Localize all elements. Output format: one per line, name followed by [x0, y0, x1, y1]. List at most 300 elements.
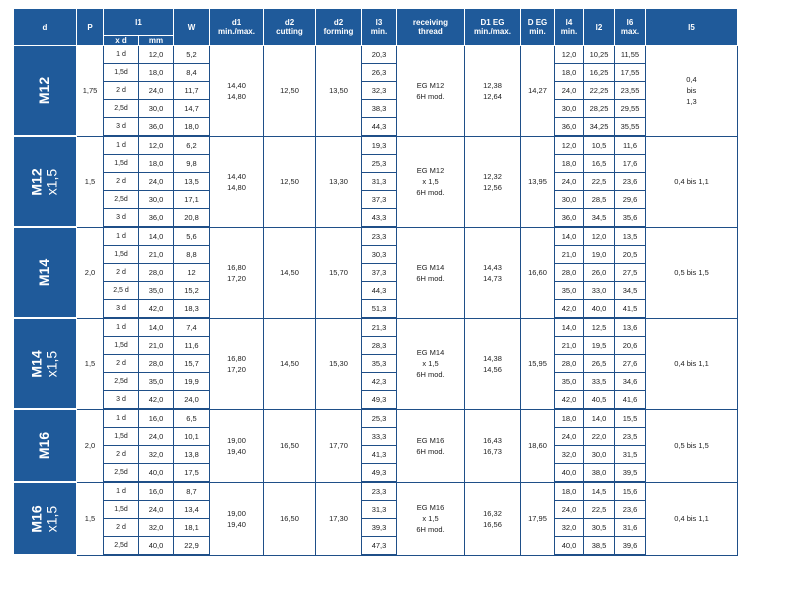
l4-cell: 18,0	[555, 155, 584, 173]
l1-mm-cell: 40,0	[139, 537, 174, 556]
header-d-eg: D EG min.	[521, 9, 555, 46]
w-cell: 9,8	[174, 155, 210, 173]
table-row	[14, 300, 738, 319]
cell-line: 19,40	[227, 519, 246, 529]
l2-cell: 33,5	[584, 373, 615, 391]
d1-cell	[210, 409, 264, 482]
l3-cell: 31,3	[362, 501, 397, 519]
cell-line: 12,32	[483, 171, 502, 181]
l2-cell: 22,0	[584, 428, 615, 446]
w-cell: 24,0	[174, 391, 210, 410]
d2-forming-cell: 13,30	[316, 136, 362, 227]
d-eg-cell: 15,95	[521, 318, 555, 409]
l1-xd-cell: 1 d	[104, 227, 139, 246]
l4-cell: 32,0	[555, 446, 584, 464]
l2-cell: 38,0	[584, 464, 615, 483]
table-row	[14, 64, 738, 82]
l6-cell: 23,6	[615, 173, 646, 191]
l6-cell: 34,6	[615, 373, 646, 391]
l1-xd-cell: 2 d	[104, 82, 139, 100]
l1-xd-cell: 1 d	[104, 482, 139, 501]
l2-cell: 28,5	[584, 191, 615, 209]
l3-cell: 51,3	[362, 300, 397, 319]
l2-cell: 14,0	[584, 409, 615, 428]
w-cell: 12	[174, 264, 210, 282]
l6-cell: 17,6	[615, 155, 646, 173]
l6-cell: 20,6	[615, 337, 646, 355]
thread-size-part: x1,5	[43, 505, 60, 532]
l2-cell: 22,25	[584, 82, 615, 100]
l6-cell: 23,55	[615, 82, 646, 100]
l6-cell: 15,6	[615, 482, 646, 501]
data-sheet	[13, 8, 738, 556]
d1-eg-cell	[465, 227, 521, 318]
thread-size-cell	[14, 136, 77, 227]
l6-cell: 41,6	[615, 391, 646, 410]
cell-line: 0,4 bis 1,1	[674, 359, 709, 368]
l6-cell: 34,5	[615, 282, 646, 300]
w-cell: 8,8	[174, 246, 210, 264]
d2-cutting-cell: 14,50	[264, 318, 316, 409]
l1-xd-cell: 2,5d	[104, 191, 139, 209]
l4-cell: 42,0	[555, 300, 584, 319]
w-cell: 13,4	[174, 501, 210, 519]
d-eg-cell: 17,95	[521, 482, 555, 555]
table-row	[14, 537, 738, 556]
w-cell: 14,7	[174, 100, 210, 118]
receiving-thread-cell	[397, 409, 465, 482]
receiving-thread-cell	[397, 46, 465, 137]
cell-line: 14,56	[483, 364, 502, 374]
d2-forming-cell: 15,30	[316, 318, 362, 409]
l1-xd-cell: 2,5d	[104, 100, 139, 118]
cell-line: 12,38	[483, 80, 502, 90]
l4-cell: 42,0	[555, 391, 584, 410]
d2-forming-cell: 17,70	[316, 409, 362, 482]
thread-size-part: x1,5	[43, 350, 60, 377]
w-cell: 15,7	[174, 355, 210, 373]
w-cell: 6,2	[174, 136, 210, 155]
table-row	[14, 209, 738, 228]
pitch-cell: 2,0	[77, 227, 104, 318]
l2-cell: 26,0	[584, 264, 615, 282]
cell-line: 0,4	[686, 75, 697, 85]
l6-cell: 20,5	[615, 246, 646, 264]
cell-line: 12,64	[483, 91, 502, 101]
pitch-cell: 2,0	[77, 409, 104, 482]
l2-cell: 16,25	[584, 64, 615, 82]
w-cell: 20,8	[174, 209, 210, 228]
l2-cell: 12,5	[584, 318, 615, 337]
l3-cell: 47,3	[362, 537, 397, 556]
cell-line: 16,32	[483, 508, 502, 518]
table-row	[14, 428, 738, 446]
l1-xd-cell: 1,5d	[104, 155, 139, 173]
l2-cell: 14,5	[584, 482, 615, 501]
d2-cutting-cell: 12,50	[264, 136, 316, 227]
w-cell: 18,1	[174, 519, 210, 537]
header-d1: d1 min./max.	[210, 9, 264, 46]
l2-cell: 34,5	[584, 209, 615, 228]
l6-cell: 23,6	[615, 501, 646, 519]
l1-mm-cell: 32,0	[139, 519, 174, 537]
header-w: W	[174, 9, 210, 46]
thread-spec-table	[13, 8, 738, 556]
w-cell: 18,0	[174, 118, 210, 137]
header-l6: l6 max.	[615, 9, 646, 46]
l1-mm-cell: 42,0	[139, 300, 174, 319]
l4-cell: 21,0	[555, 246, 584, 264]
l6-cell: 23,5	[615, 428, 646, 446]
cell-line: 16,43	[483, 435, 502, 445]
cell-line: 14,40	[227, 80, 246, 90]
l5-cell	[646, 482, 738, 555]
cell-line: EG M14	[416, 348, 445, 357]
l1-xd-cell: 2 d	[104, 446, 139, 464]
d-eg-cell: 18,60	[521, 409, 555, 482]
cell-line: 6H mod.	[416, 273, 445, 283]
header-p: P	[77, 9, 104, 46]
cell-line: 16,80	[227, 262, 246, 272]
w-cell: 13,8	[174, 446, 210, 464]
l6-cell: 27,6	[615, 355, 646, 373]
table-row	[14, 282, 738, 300]
l1-xd-cell: 2,5 d	[104, 282, 139, 300]
cell-line: 6H mod.	[416, 446, 445, 456]
l6-cell: 39,6	[615, 537, 646, 556]
l1-mm-cell: 18,0	[139, 155, 174, 173]
l1-xd-cell: 2,5d	[104, 537, 139, 556]
l2-cell: 40,0	[584, 300, 615, 319]
pitch-cell: 1,5	[77, 318, 104, 409]
table-row	[14, 464, 738, 483]
l4-cell: 35,0	[555, 373, 584, 391]
l2-cell: 19,0	[584, 246, 615, 264]
header-l5: l5	[646, 9, 738, 46]
thread-size-cell	[14, 482, 77, 555]
d2-cutting-cell: 14,50	[264, 227, 316, 318]
l1-mm-cell: 24,0	[139, 501, 174, 519]
cell-line: 17,20	[227, 364, 246, 374]
l5-cell	[646, 227, 738, 318]
l6-cell: 29,6	[615, 191, 646, 209]
w-cell: 7,4	[174, 318, 210, 337]
l4-cell: 24,0	[555, 82, 584, 100]
w-cell: 19,9	[174, 373, 210, 391]
w-cell: 13,5	[174, 173, 210, 191]
l1-mm-cell: 14,0	[139, 318, 174, 337]
l1-xd-cell: 1,5d	[104, 501, 139, 519]
l1-mm-cell: 42,0	[139, 391, 174, 410]
table-row	[14, 318, 738, 337]
d2-cutting-cell: 16,50	[264, 409, 316, 482]
l6-cell: 11,6	[615, 136, 646, 155]
l3-cell: 39,3	[362, 519, 397, 537]
l3-cell: 21,3	[362, 318, 397, 337]
header-l4: l4 min.	[555, 9, 584, 46]
l1-xd-cell: 2,5d	[104, 373, 139, 391]
receiving-thread-cell	[397, 482, 465, 555]
d1-eg-cell	[465, 318, 521, 409]
cell-line: 16,56	[483, 519, 502, 529]
header-l1-mm: mm	[139, 36, 174, 46]
l2-cell: 19,5	[584, 337, 615, 355]
thread-size-part: M12	[28, 167, 45, 196]
l3-cell: 42,3	[362, 373, 397, 391]
l4-cell: 18,0	[555, 482, 584, 501]
l4-cell: 14,0	[555, 227, 584, 246]
table-row	[14, 519, 738, 537]
l1-xd-cell: 1 d	[104, 136, 139, 155]
l6-cell: 35,55	[615, 118, 646, 137]
table-row	[14, 482, 738, 501]
table-row	[14, 191, 738, 209]
w-cell: 5,6	[174, 227, 210, 246]
cell-line: x 1,5	[422, 359, 439, 368]
l1-mm-cell: 35,0	[139, 282, 174, 300]
l4-cell: 24,0	[555, 173, 584, 191]
l2-cell: 22,5	[584, 501, 615, 519]
table-row	[14, 100, 738, 118]
w-cell: 17,1	[174, 191, 210, 209]
d2-forming-cell: 15,70	[316, 227, 362, 318]
d1-eg-cell	[465, 482, 521, 555]
l4-cell: 32,0	[555, 519, 584, 537]
d1-cell	[210, 136, 264, 227]
l6-cell: 27,5	[615, 264, 646, 282]
receiving-thread-cell	[397, 227, 465, 318]
l3-cell: 32,3	[362, 82, 397, 100]
thread-size-part: M16	[36, 431, 53, 460]
pitch-cell: 1,75	[77, 46, 104, 137]
l5-cell	[646, 318, 738, 409]
receiving-thread-cell	[397, 136, 465, 227]
d-eg-cell: 13,95	[521, 136, 555, 227]
cell-line: 6H mod.	[416, 188, 445, 197]
l6-cell: 13,6	[615, 318, 646, 337]
l3-cell: 38,3	[362, 100, 397, 118]
thread-size-cell	[14, 46, 77, 137]
l3-cell: 31,3	[362, 173, 397, 191]
thread-size-label	[30, 168, 60, 195]
l3-cell: 44,3	[362, 118, 397, 137]
l3-cell: 20,3	[362, 46, 397, 64]
d2-cutting-cell: 16,50	[264, 482, 316, 555]
l6-cell: 35,6	[615, 209, 646, 228]
l1-mm-cell: 30,0	[139, 100, 174, 118]
thread-size-part: M12	[36, 76, 53, 105]
l1-mm-cell: 28,0	[139, 355, 174, 373]
pitch-cell: 1,5	[77, 136, 104, 227]
thread-size-cell	[14, 409, 77, 482]
thread-size-label	[37, 77, 52, 104]
l1-mm-cell: 35,0	[139, 373, 174, 391]
w-cell: 18,3	[174, 300, 210, 319]
l1-mm-cell: 12,0	[139, 136, 174, 155]
w-cell: 8,4	[174, 64, 210, 82]
l2-cell: 10,5	[584, 136, 615, 155]
thread-size-part: x1,5	[43, 168, 60, 195]
d2-cutting-cell: 12,50	[264, 46, 316, 137]
table-row	[14, 82, 738, 100]
l4-cell: 24,0	[555, 428, 584, 446]
cell-line: x 1,5	[422, 514, 439, 523]
l1-xd-cell: 2 d	[104, 355, 139, 373]
l2-cell: 30,5	[584, 519, 615, 537]
cell-line: 14,40	[227, 171, 246, 181]
thread-size-part: M14	[28, 349, 45, 378]
d1-eg-cell	[465, 136, 521, 227]
w-cell: 8,7	[174, 482, 210, 501]
l1-xd-cell: 1 d	[104, 409, 139, 428]
table-row	[14, 227, 738, 246]
l6-cell: 13,5	[615, 227, 646, 246]
cell-line: 14,80	[227, 182, 246, 192]
l1-mm-cell: 40,0	[139, 464, 174, 483]
l6-cell: 11,55	[615, 46, 646, 64]
w-cell: 22,9	[174, 537, 210, 556]
l3-cell: 26,3	[362, 64, 397, 82]
l1-mm-cell: 36,0	[139, 118, 174, 137]
table-row	[14, 264, 738, 282]
w-cell: 11,6	[174, 337, 210, 355]
l1-mm-cell: 18,0	[139, 64, 174, 82]
l6-cell: 31,5	[615, 446, 646, 464]
l3-cell: 23,3	[362, 482, 397, 501]
l3-cell: 25,3	[362, 155, 397, 173]
l3-cell: 49,3	[362, 464, 397, 483]
header-l1-xd: x d	[104, 36, 139, 46]
table-body	[14, 46, 738, 556]
table-row	[14, 118, 738, 137]
thread-size-label	[30, 350, 60, 377]
l4-cell: 12,0	[555, 46, 584, 64]
thread-size-part: M14	[36, 258, 53, 287]
l1-xd-cell: 1 d	[104, 318, 139, 337]
thread-size-label	[37, 259, 52, 286]
l3-cell: 37,3	[362, 191, 397, 209]
w-cell: 15,2	[174, 282, 210, 300]
d1-cell	[210, 227, 264, 318]
l1-mm-cell: 28,0	[139, 264, 174, 282]
cell-line: 6H mod.	[416, 370, 445, 379]
cell-line: 19,00	[227, 435, 246, 445]
l2-cell: 10,25	[584, 46, 615, 64]
cell-line: 0,4 bis 1,1	[674, 514, 709, 523]
w-cell: 11,7	[174, 82, 210, 100]
l6-cell: 41,5	[615, 300, 646, 319]
d-eg-cell: 14,27	[521, 46, 555, 137]
l2-cell: 12,0	[584, 227, 615, 246]
cell-line: 14,38	[483, 353, 502, 363]
l2-cell: 38,5	[584, 537, 615, 556]
l5-cell	[646, 136, 738, 227]
l3-cell: 19,3	[362, 136, 397, 155]
l1-xd-cell: 1 d	[104, 46, 139, 64]
table-row	[14, 46, 738, 64]
l5-cell	[646, 409, 738, 482]
l1-mm-cell: 24,0	[139, 82, 174, 100]
table-row	[14, 173, 738, 191]
l2-cell: 34,25	[584, 118, 615, 137]
thread-size-part: M16	[28, 504, 45, 533]
l1-mm-cell: 21,0	[139, 246, 174, 264]
d1-eg-cell	[465, 409, 521, 482]
l3-cell: 33,3	[362, 428, 397, 446]
thread-size-label	[30, 505, 60, 532]
w-cell: 6,5	[174, 409, 210, 428]
l3-cell: 30,3	[362, 246, 397, 264]
l1-mm-cell: 21,0	[139, 337, 174, 355]
header-d2-cutting: d2 cutting	[264, 9, 316, 46]
cell-line: x 1,5	[422, 177, 439, 186]
l4-cell: 40,0	[555, 537, 584, 556]
l6-cell: 39,5	[615, 464, 646, 483]
cell-line: EG M12	[416, 80, 445, 90]
l1-xd-cell: 1,5d	[104, 428, 139, 446]
l1-mm-cell: 24,0	[139, 173, 174, 191]
header-d2-forming: d2 forming	[316, 9, 362, 46]
cell-line: 0,5 bis 1,5	[674, 268, 709, 277]
header-l3: l3 min.	[362, 9, 397, 46]
l3-cell: 25,3	[362, 409, 397, 428]
l1-xd-cell: 2,5d	[104, 464, 139, 483]
l3-cell: 37,3	[362, 264, 397, 282]
l4-cell: 21,0	[555, 337, 584, 355]
l4-cell: 40,0	[555, 464, 584, 483]
table-row	[14, 409, 738, 428]
l1-mm-cell: 16,0	[139, 409, 174, 428]
table-row	[14, 155, 738, 173]
cell-line: EG M14	[416, 262, 445, 272]
table-row	[14, 391, 738, 410]
l5-cell	[646, 46, 738, 137]
cell-line: 14,73	[483, 273, 502, 283]
header-receiving-thread: receiving thread	[397, 9, 465, 46]
cell-line: EG M16	[416, 503, 445, 512]
l2-cell: 40,5	[584, 391, 615, 410]
l2-cell: 33,0	[584, 282, 615, 300]
cell-line: 17,20	[227, 273, 246, 283]
l2-cell: 26,5	[584, 355, 615, 373]
d1-cell	[210, 318, 264, 409]
table-row	[14, 501, 738, 519]
cell-line: 19,40	[227, 446, 246, 456]
cell-line: 0,5 bis 1,5	[674, 441, 709, 450]
l1-xd-cell: 1,5d	[104, 337, 139, 355]
l1-mm-cell: 36,0	[139, 209, 174, 228]
l3-cell: 44,3	[362, 282, 397, 300]
cell-line: 16,80	[227, 353, 246, 363]
cell-line: 19,00	[227, 508, 246, 518]
l4-cell: 36,0	[555, 118, 584, 137]
thread-size-cell	[14, 227, 77, 318]
table-row	[14, 246, 738, 264]
cell-line: 16,73	[483, 446, 502, 456]
l3-cell: 23,3	[362, 227, 397, 246]
cell-line: EG M12	[416, 166, 445, 175]
l3-cell: 28,3	[362, 337, 397, 355]
header-l2: l2	[584, 9, 615, 46]
header-d: d	[14, 9, 77, 46]
d1-cell	[210, 46, 264, 137]
l3-cell: 43,3	[362, 209, 397, 228]
table-row	[14, 337, 738, 355]
d2-forming-cell: 17,30	[316, 482, 362, 555]
cell-line: 12,56	[483, 182, 502, 192]
l1-xd-cell: 3 d	[104, 391, 139, 410]
l1-mm-cell: 12,0	[139, 46, 174, 64]
